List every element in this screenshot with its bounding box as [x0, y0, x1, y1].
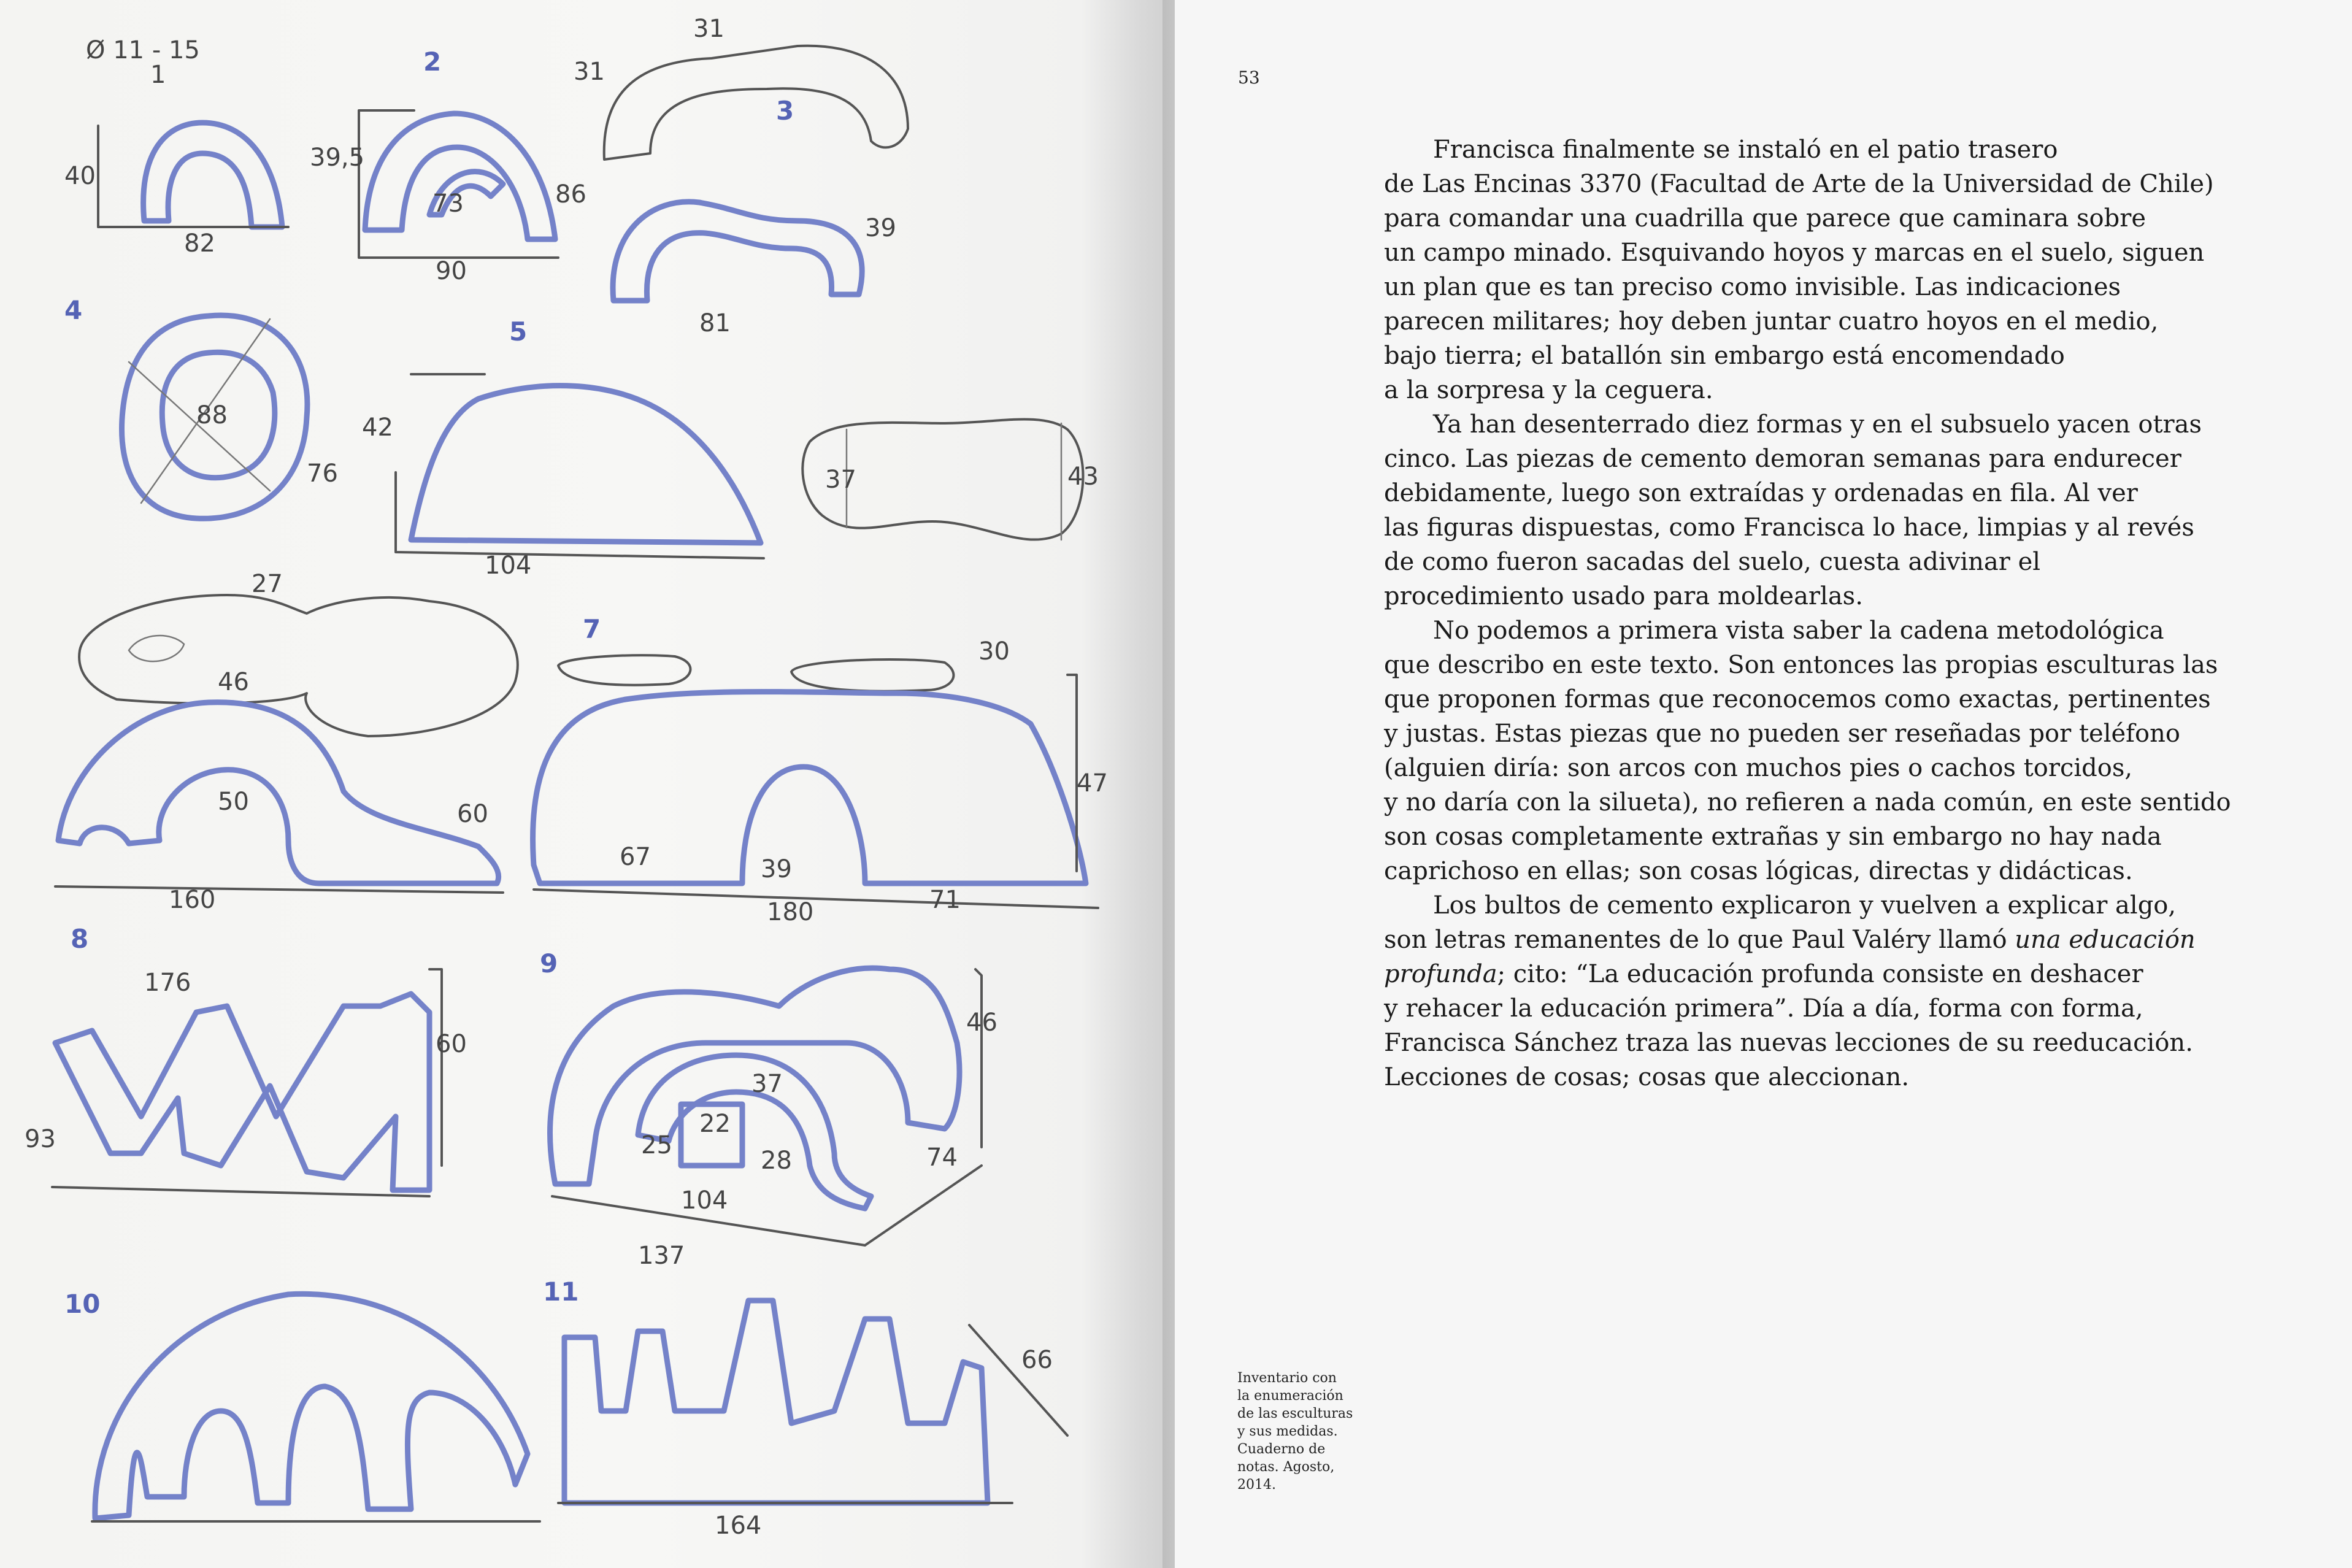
sketch-dimension: 93 [25, 1125, 56, 1153]
notebook-sketch-page [0, 0, 1175, 1568]
paragraph-3: No podemos a primera vista saber la cadena metodológica que describo en este texto. Son entonces las propias esculturas las que proponen formas que reconocemos como exactas, pertinentes y justas. Estas piezas que no pueden ser reseñadas por teléfono (alguien diría: son arcos con muchos pies o cachos torcidos, y no daría con la silueta), no refieren a nada común, en este sentido son cosas completamente extrañas y sin embargo no hay nada caprichoso en ellas; son cosas lógicas, directas y didácticas. [1384, 617, 2231, 885]
sketch-number: 4 [64, 295, 83, 325]
sketch-number: 9 [540, 948, 558, 978]
sketch-dimension: 90 [436, 257, 467, 285]
sketch-dimension: 73 [432, 190, 464, 218]
sketch-dimension: 60 [457, 800, 488, 828]
sketch-dimension: 37 [825, 466, 856, 494]
sketch-dimension: 47 [1077, 769, 1108, 797]
sketch-dimension: 28 [761, 1147, 792, 1175]
sketch-dimension: 42 [362, 413, 393, 442]
sketch-dimension: 160 [169, 886, 216, 914]
sketch-dimension: 31 [574, 58, 605, 86]
sketch-dimension: 180 [767, 898, 814, 926]
sketch-dimension: 71 [929, 886, 961, 914]
sketch-dimension: 46 [218, 668, 249, 696]
figure-caption: Inventario con la enumeración de las esculturas y sus medidas. Cuaderno de notas. Agosto, 2014. [1237, 1370, 1353, 1493]
sketch-dimension: 31 [693, 15, 724, 43]
sketch-dimension: 39 [761, 855, 792, 883]
sketch-dimension: 22 [699, 1110, 731, 1138]
sketch-dimension: 164 [715, 1512, 762, 1540]
sketch-dimension: 30 [978, 637, 1010, 666]
sketch-dimension: 39,5 [310, 144, 365, 172]
sketch-dimension: 25 [641, 1131, 672, 1159]
sketch-shape-2 [365, 113, 555, 239]
sketch-shape-9 [55, 994, 429, 1190]
sketch-dimension: 66 [1021, 1346, 1053, 1374]
sketch-shape-3 [613, 202, 862, 301]
sketch-dimension: 60 [436, 1030, 467, 1058]
page-number: 53 [1238, 67, 1260, 88]
sketch-dimension: 86 [555, 180, 586, 209]
sketch-dimension: 37 [751, 1070, 783, 1098]
sketch-number: 7 [583, 614, 601, 644]
paragraph-2: Ya han desenterrado diez formas y en el subsuelo yacen otras cinco. Las piezas de cemento demoran semanas para endurecer debidamente, luego son extraídas y ordenadas en fila. Al ver las figuras dispuestas, como Francisca lo hace, limpias y al revés de como fueron sacadas del suelo, cuesta adivinar el procedimiento usado para moldearlas. [1384, 410, 2202, 610]
sketch-dimension: 50 [218, 788, 249, 816]
sketch-number: 5 [509, 317, 528, 347]
sketch-dimension: 88 [196, 401, 228, 429]
sketch-number: 10 [64, 1289, 101, 1319]
sketch-dimension: 76 [307, 459, 338, 488]
sketch-dimension: 104 [485, 551, 532, 580]
sketch-number: 1 [150, 61, 166, 89]
sketch-number: 2 [423, 47, 442, 77]
sketch-shape-3-top [604, 46, 908, 159]
sketch-number: 11 [543, 1277, 579, 1307]
sketch-header: Ø 11 - 15 [86, 36, 200, 64]
sketch-dimension: 46 [966, 1009, 997, 1037]
sketch-number: 3 [776, 96, 794, 126]
sketch-shape-1 [144, 123, 282, 227]
sketch-shape-12 [564, 1301, 988, 1503]
sketch-dimension: 67 [620, 843, 651, 871]
sketch-dimension: 176 [144, 969, 191, 997]
sketch-dimension: 104 [681, 1186, 728, 1215]
sketch-shape-5 [411, 386, 761, 543]
sketch-number: 8 [71, 924, 89, 954]
essay-body [1384, 133, 2267, 1094]
sketch-dimension: 137 [638, 1242, 685, 1270]
sketch-dimension: 40 [64, 162, 96, 190]
sketch-shape-11 [95, 1294, 528, 1518]
paragraph-1: Francisca finalmente se instaló en el patio trasero de Las Encinas 3370 (Facultad de Arte de la Universidad de Chile) para comandar una cuadrilla que parece que caminara sobre un campo minado. Esquivando hoyos y marcas en el suelo, siguen un plan que es tan preciso como invisible. Las indicaciones parecen militares; hoy deben juntar cuatro hoyos en el medio, bajo tierra; el batallón sin embargo está encomendado a la sorpresa y la ceguera. [1384, 136, 2214, 404]
sketch-dimension: 81 [699, 309, 731, 337]
sketch-dimension: 43 [1067, 463, 1099, 491]
sketch-dimension: 27 [252, 570, 283, 598]
sketch-dimension: 39 [865, 214, 896, 242]
sketch-dimension: 82 [184, 229, 215, 258]
sketch-shape-8 [533, 692, 1086, 884]
sculpture-inventory-sketch [0, 0, 1175, 1568]
sketch-dimension: 74 [926, 1143, 958, 1172]
paragraph-4: Los bultos de cemento explicaron y vuelven a explicar algo, son letras remanentes de lo que Paul Valéry llamó una educación profunda; cito: “La educación profunda consiste en deshacer y rehacer la educación primera”. Día a día, forma con forma, Francisca Sánchez traza las nuevas lecciones de su reeducación. Lecciones de cosas; cosas que aleccionan. [1384, 891, 2196, 1091]
